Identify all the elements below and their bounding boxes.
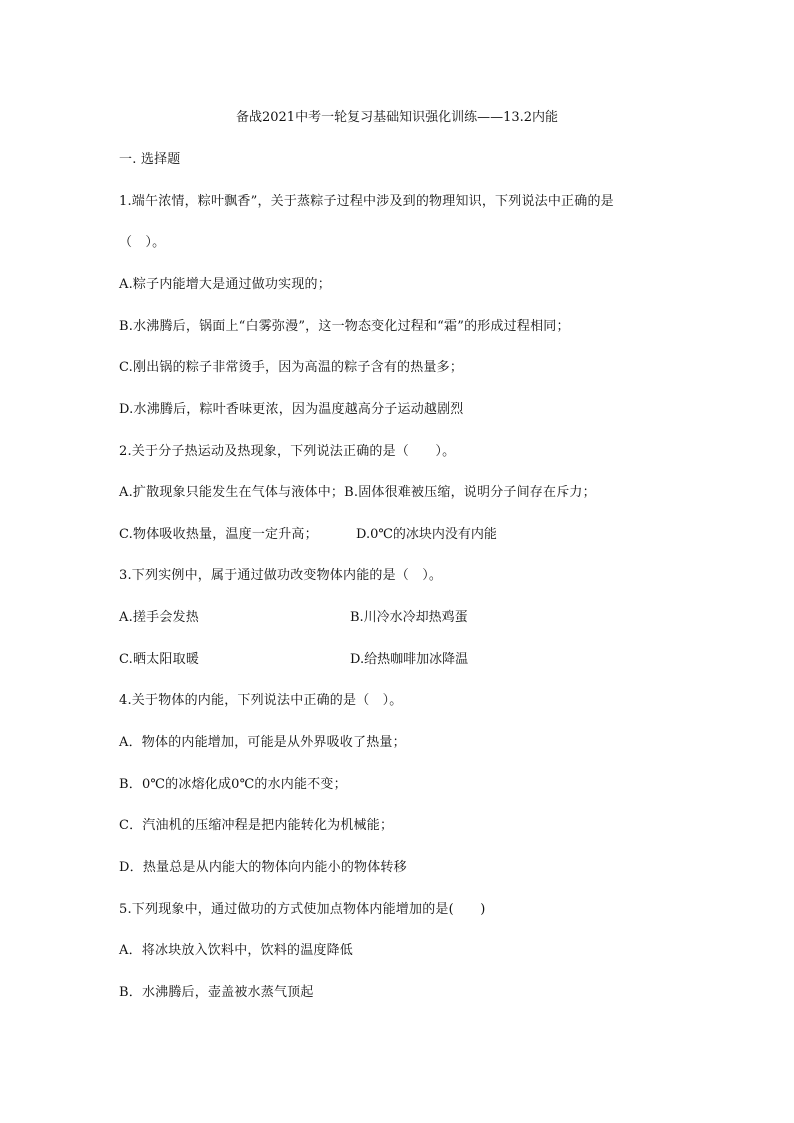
- question-3-stem: 3.下列实例中，属于通过做功改变物体内能的是（ ）。: [119, 568, 443, 583]
- question-1-option-b: B.水沸腾后，锅面上“白雾弥漫”，这一物态变化过程和“霜”的形成过程相同；: [119, 319, 570, 334]
- question-1-stem: 1.端午浓情，粽叶飘香”，关于蒸粽子过程中涉及到的物理知识，下列说法中正确的是: [119, 194, 614, 209]
- question-4-option-a: A．物体的内能增加，可能是从外界吸收了热量；: [119, 735, 406, 750]
- question-1-option-c: C.刚出锅的粽子非常烫手，因为高温的粽子含有的热量多；: [119, 360, 464, 375]
- page-title: 备战2021中考一轮复习基础知识强化训练——13.2内能: [235, 110, 559, 125]
- question-4-option-b: B．0℃的冰熔化成0℃的水内能不变；: [119, 777, 347, 792]
- question-2-option-d: D.0℃的冰块内没有内能: [356, 527, 497, 542]
- question-3-option-d: D.给热咖啡加冰降温: [350, 652, 469, 667]
- question-1-option-d: D.水沸腾后，粽叶香味更浓，因为温度越高分子运动越剧烈: [119, 402, 464, 417]
- section-heading: 一. 选择题: [119, 152, 181, 167]
- question-5-option-a: A．将冰块放入饮料中，饮料的温度降低: [119, 943, 353, 958]
- question-3-option-c: C.晒太阳取暖: [119, 652, 200, 667]
- question-5-stem: 5.下列现象中，通过做功的方式使加点物体内能增加的是( ): [119, 902, 486, 917]
- question-4-stem: 4.关于物体的内能，下列说法中正确的是（ ）。: [119, 693, 403, 708]
- question-2-option-c: C.物体吸收热量，温度一定升高；: [119, 527, 318, 542]
- question-5-option-b: B．水沸腾后，壶盖被水蒸气顶起: [119, 985, 314, 1000]
- question-4-option-d: D．热量总是从内能大的物体向内能小的物体转移: [119, 860, 407, 875]
- question-3-option-b: B.川冷水冷却热鸡蛋: [350, 610, 468, 625]
- question-1-option-a: A.粽子内能增大是通过做功实现的；: [119, 277, 331, 292]
- question-1-stem-continued: （ ）。: [119, 235, 166, 250]
- question-2-options-ab: A.扩散现象只能发生在气体与液体中；B.固体很难被压缩，说明分子间存在斥力；: [119, 485, 596, 500]
- question-3-option-a: A.搓手会发热: [119, 610, 199, 625]
- question-4-option-c: C．汽油机的压缩冲程是把内能转化为机械能；: [119, 818, 394, 833]
- question-2-stem: 2.关于分子热运动及热现象，下列说法正确的是（ ）。: [119, 444, 456, 459]
